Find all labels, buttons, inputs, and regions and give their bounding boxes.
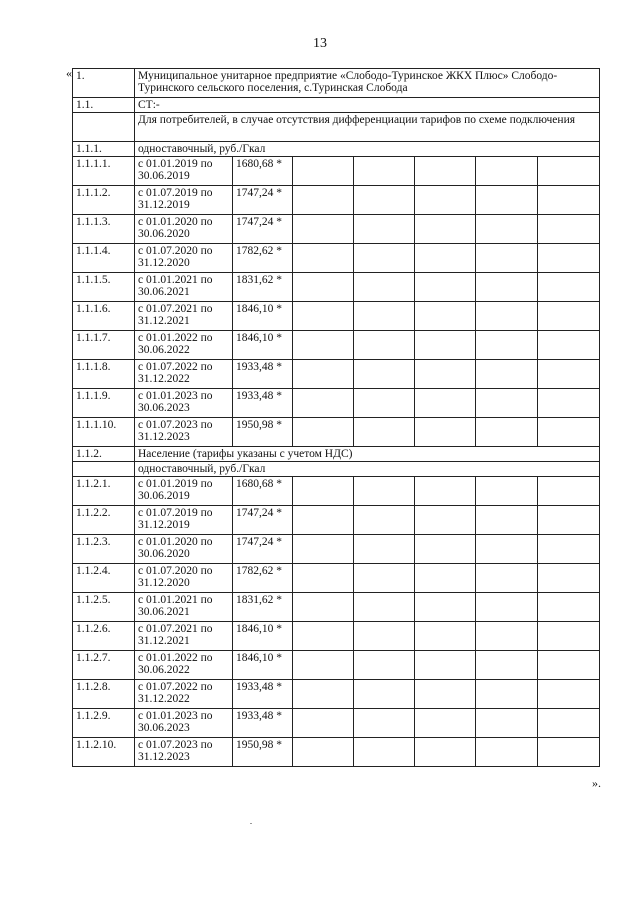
row-number: 1.1.1. [73,142,135,157]
empty-cell [476,331,538,360]
empty-cell [538,709,600,738]
tariff-row [73,273,600,302]
period-cell: с 01.07.2019 по 31.12.2019 [135,506,233,535]
section-row [73,98,600,113]
period-cell: с 01.07.2023 по 31.12.2023 [135,738,233,767]
empty-cell [354,331,415,360]
period-cell: с 01.01.2022 по 30.06.2022 [135,331,233,360]
tariff-row [73,564,600,593]
empty-cell [293,244,354,273]
row-number: 1.1.1.8. [73,360,135,389]
tariff-row [73,302,600,331]
empty-cell [415,535,476,564]
empty-cell [538,273,600,302]
tariff-table [72,68,600,767]
scan-mark [250,823,252,824]
empty-cell [293,389,354,418]
row-number: 1.1.1.2. [73,186,135,215]
empty-cell [476,186,538,215]
price-cell: 1950,98 * [233,418,293,447]
price-cell: 1831,62 * [233,273,293,302]
price-cell: 1950,98 * [233,738,293,767]
period-cell: с 01.07.2020 по 31.12.2020 [135,244,233,273]
price-cell: 1747,24 * [233,506,293,535]
tariff-row [73,360,600,389]
section-text: Для потребителей, в случае отсутствия дифференциации тарифов по схеме подключения [135,113,600,142]
row-number: 1.1.1.3. [73,215,135,244]
section-row [73,142,600,157]
price-cell: 1933,48 * [233,360,293,389]
period-cell: с 01.01.2020 по 30.06.2020 [135,215,233,244]
empty-cell [354,273,415,302]
section-row [73,113,600,142]
period-cell: с 01.07.2022 по 31.12.2022 [135,360,233,389]
price-cell: 1933,48 * [233,709,293,738]
empty-cell [538,535,600,564]
empty-cell [415,186,476,215]
empty-cell [293,622,354,651]
period-cell: с 01.01.2023 по 30.06.2023 [135,709,233,738]
empty-cell [415,273,476,302]
tariff-row [73,477,600,506]
tariff-row [73,709,600,738]
empty-cell [538,593,600,622]
empty-cell [476,506,538,535]
empty-cell [476,157,538,186]
tariff-row [73,622,600,651]
tariff-row [73,535,600,564]
tariff-row [73,331,600,360]
period-cell: с 01.01.2021 по 30.06.2021 [135,273,233,302]
empty-cell [415,738,476,767]
row-number: 1. [73,69,135,98]
empty-cell [476,680,538,709]
empty-cell [538,215,600,244]
empty-cell [476,564,538,593]
row-number: 1.1.2.9. [73,709,135,738]
row-number [73,113,135,142]
price-cell: 1782,62 * [233,244,293,273]
empty-cell [293,564,354,593]
empty-cell [538,157,600,186]
empty-cell [354,215,415,244]
empty-cell [538,302,600,331]
empty-cell [415,331,476,360]
row-number: 1.1.1.5. [73,273,135,302]
row-number: 1.1.1.4. [73,244,135,273]
empty-cell [293,360,354,389]
section-text: СТ:- [135,98,600,113]
empty-cell [354,564,415,593]
empty-cell [538,622,600,651]
price-cell: 1831,62 * [233,593,293,622]
empty-cell [538,244,600,273]
section-text: одноставочный, руб./Гкал [135,142,600,157]
row-number: 1.1.2.4. [73,564,135,593]
empty-cell [354,186,415,215]
period-cell: с 01.07.2021 по 31.12.2021 [135,622,233,651]
empty-cell [354,651,415,680]
empty-cell [354,709,415,738]
row-number: 1.1.2.10. [73,738,135,767]
empty-cell [293,738,354,767]
empty-cell [538,331,600,360]
empty-cell [415,389,476,418]
period-cell: с 01.07.2023 по 31.12.2023 [135,418,233,447]
price-cell: 1680,68 * [233,477,293,506]
empty-cell [538,506,600,535]
empty-cell [293,593,354,622]
empty-cell [415,477,476,506]
empty-cell [354,738,415,767]
tariff-row [73,593,600,622]
empty-cell [354,244,415,273]
empty-cell [354,302,415,331]
section-text: Население (тарифы указаны с учетом НДС) [135,447,600,462]
row-number [73,462,135,477]
empty-cell [476,389,538,418]
tariff-row [73,738,600,767]
empty-cell [476,360,538,389]
price-cell: 1680,68 * [233,157,293,186]
empty-cell [538,651,600,680]
empty-cell [538,418,600,447]
empty-cell [293,157,354,186]
tariff-row [73,186,600,215]
empty-cell [415,157,476,186]
row-number: 1.1.2.7. [73,651,135,680]
empty-cell [415,215,476,244]
empty-cell [415,302,476,331]
empty-cell [415,680,476,709]
empty-cell [354,680,415,709]
empty-cell [476,535,538,564]
empty-cell [476,477,538,506]
empty-cell [415,622,476,651]
empty-cell [415,244,476,273]
empty-cell [354,593,415,622]
price-cell: 1846,10 * [233,651,293,680]
period-cell: с 01.07.2019 по 31.12.2019 [135,186,233,215]
empty-cell [415,709,476,738]
row-number: 1.1.2.3. [73,535,135,564]
price-cell: 1846,10 * [233,302,293,331]
empty-cell [293,477,354,506]
row-number: 1.1.1.10. [73,418,135,447]
row-number: 1.1.1.7. [73,331,135,360]
price-cell: 1933,48 * [233,389,293,418]
empty-cell [415,593,476,622]
empty-cell [293,680,354,709]
empty-cell [293,535,354,564]
price-cell: 1747,24 * [233,186,293,215]
section-row [73,447,600,462]
row-number: 1.1.1.6. [73,302,135,331]
price-cell: 1747,24 * [233,215,293,244]
empty-cell [476,273,538,302]
empty-cell [293,186,354,215]
empty-cell [538,564,600,593]
empty-cell [354,506,415,535]
closing-quote: ». [592,776,601,790]
tariff-row [73,680,600,709]
tariff-row [73,506,600,535]
price-cell: 1747,24 * [233,535,293,564]
empty-cell [293,506,354,535]
empty-cell [354,157,415,186]
empty-cell [354,418,415,447]
empty-cell [538,477,600,506]
tariff-row [73,389,600,418]
price-cell: 1782,62 * [233,564,293,593]
page-number: 13 [313,36,327,51]
tariff-row [73,418,600,447]
empty-cell [293,273,354,302]
period-cell: с 01.01.2019 по 30.06.2019 [135,477,233,506]
empty-cell [293,331,354,360]
empty-cell [293,418,354,447]
period-cell: с 01.07.2022 по 31.12.2022 [135,680,233,709]
empty-cell [293,215,354,244]
row-number: 1.1.2.6. [73,622,135,651]
section-text: Муниципальное унитарное предприятие «Слободо-Туринское ЖКХ Плюс» Слободо-Туринского сельского поселения, с.Туринская Слобода [135,69,600,98]
period-cell: с 01.07.2021 по 31.12.2021 [135,302,233,331]
empty-cell [538,186,600,215]
empty-cell [415,506,476,535]
empty-cell [476,593,538,622]
empty-cell [476,302,538,331]
empty-cell [415,418,476,447]
empty-cell [538,680,600,709]
tariff-row [73,157,600,186]
empty-cell [293,302,354,331]
empty-cell [476,709,538,738]
empty-cell [538,360,600,389]
row-number: 1.1.2.5. [73,593,135,622]
empty-cell [476,622,538,651]
empty-cell [538,389,600,418]
empty-cell [476,738,538,767]
empty-cell [354,622,415,651]
empty-cell [415,651,476,680]
row-number: 1.1.2.1. [73,477,135,506]
tariff-row [73,244,600,273]
row-number: 1.1.1.9. [73,389,135,418]
empty-cell [354,535,415,564]
empty-cell [354,477,415,506]
row-number: 1.1.1.1. [73,157,135,186]
period-cell: с 01.01.2022 по 30.06.2022 [135,651,233,680]
empty-cell [293,651,354,680]
section-text: одноставочный, руб./Гкал [135,462,600,477]
price-cell: 1846,10 * [233,622,293,651]
tariff-row [73,651,600,680]
row-number: 1.1. [73,98,135,113]
tariff-row [73,215,600,244]
empty-cell [538,738,600,767]
empty-cell [415,564,476,593]
empty-cell [476,418,538,447]
period-cell: с 01.01.2023 по 30.06.2023 [135,389,233,418]
empty-cell [476,244,538,273]
period-cell: с 01.07.2020 по 31.12.2020 [135,564,233,593]
empty-cell [293,709,354,738]
period-cell: с 01.01.2021 по 30.06.2021 [135,593,233,622]
price-cell: 1933,48 * [233,680,293,709]
empty-cell [476,651,538,680]
empty-cell [415,360,476,389]
empty-cell [354,360,415,389]
tariff-table-body [73,69,600,767]
row-number: 1.1.2.2. [73,506,135,535]
section-row [73,462,600,477]
row-number: 1.1.2. [73,447,135,462]
price-cell: 1846,10 * [233,331,293,360]
period-cell: с 01.01.2019 по 30.06.2019 [135,157,233,186]
period-cell: с 01.01.2020 по 30.06.2020 [135,535,233,564]
empty-cell [476,215,538,244]
section-row [73,69,600,98]
opening-quote: « [66,66,72,80]
empty-cell [354,389,415,418]
row-number: 1.1.2.8. [73,680,135,709]
